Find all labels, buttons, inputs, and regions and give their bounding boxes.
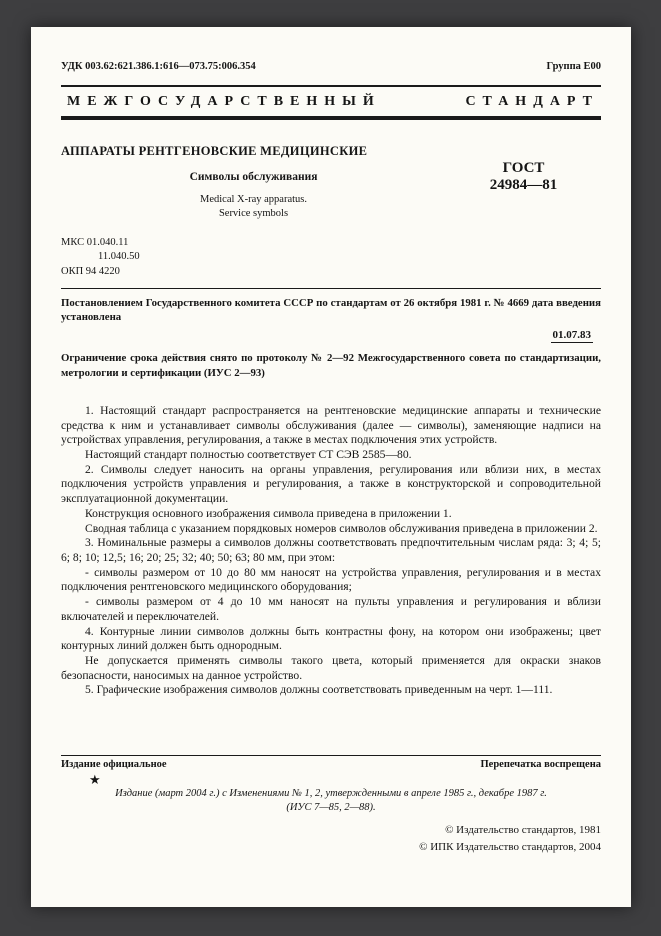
udk-code: УДК 003.62:621.386.1:616—073.75:006.354 (61, 61, 256, 72)
page-footer (61, 755, 601, 855)
classification-codes (61, 236, 601, 279)
body-paragraph: Конструкция основного изображения символа приведена в приложении 1. (85, 506, 452, 520)
body-paragraph: 4. Контурные линии символов должны быть контрастны фону, на котором они изображены; цвет контурных линий должен быть однородным. (61, 624, 601, 653)
official-edition-label: Издание официальное (61, 759, 167, 771)
standard-type-word-1: МЕЖГОСУДАРСТВЕННЫЙ (67, 94, 381, 109)
title-left-column (61, 144, 446, 220)
reprint-notice-label: Перепечатка воспрещена (480, 759, 601, 771)
copyright-block (61, 822, 601, 855)
edition-note-line2: (ИУС 7—85, 2—88). (286, 802, 376, 814)
standard-subtitle-ru: Символы обслуживания (189, 171, 318, 183)
body-paragraph: Сводная таблица с указанием порядковых номеров символов обслуживания приведена в приложении 2. (85, 521, 598, 535)
group-code: Группа Е00 (546, 61, 601, 72)
standard-title-ru: АППАРАТЫ РЕНТГЕНОВСКИЕ МЕДИЦИНСКИЕ (61, 144, 368, 158)
standard-body (61, 404, 601, 698)
standard-title-en-line1: Medical X-ray apparatus. (200, 194, 307, 205)
standard-title-en-line2: Service symbols (218, 207, 289, 219)
gost-designation (446, 144, 601, 220)
mks-code-line1: МКС 01.040.11 (61, 237, 129, 249)
edition-note-line1: Издание (март 2004 г.) с Изменениями № 1, 2, утвержденными в апреле 1985 г., декабре 1987 г. (115, 788, 547, 800)
decree-paragraph: Постановлением Государственного комитета СССР по стандартам от 26 октября 1981 г. № 4669 дата введения установлена (61, 296, 601, 324)
gost-number: 24984—81 (489, 177, 558, 194)
body-paragraph: - символы размером от 10 до 80 мм наносят на устройства управления, регулирования и в местах подключения рентгеновского медицинского оборудования; (61, 565, 601, 594)
okp-code: ОКП 94 4220 (61, 265, 120, 277)
body-paragraph: 3. Номинальные размеры а символов должны соответствовать предпочтительным числам ряда: 3; 4; 5; 6; 8; 10; 12,5; 16; 20; 25; 32; 40; 50; 63; 80 мм, при этом: (61, 536, 601, 564)
classification-row (61, 61, 601, 72)
document-page (31, 27, 631, 907)
body-paragraph: - символы размером от 4 до 10 мм наносят на пульты управления и регулирования и вблизи включателей и переключателей. (61, 595, 601, 623)
footnote-star-icon: ★ (89, 772, 101, 788)
body-paragraph: Настоящий стандарт полностью соответствует СТ СЭВ 2585—80. (85, 447, 412, 461)
body-paragraph: 2. Символы следует наносить на органы управления, регулирования или вблизи них, в местах подключения устройств управления и регулирования, а также в конструкторской и сопроводительной эксплуатационной документации. (61, 462, 601, 506)
title-section (61, 144, 601, 220)
body-paragraph: 5. Графические изображения символов должны соответствовать приведенным на черт. 1—111. (85, 683, 553, 697)
standard-type-banner (61, 85, 601, 120)
footer-labels-row (61, 756, 601, 770)
effective-date-row (61, 329, 593, 343)
standard-title-en (61, 193, 446, 220)
gost-label: ГОСТ (502, 160, 545, 176)
copyright-line-2: © ИПК Издательство стандартов, 2004 (419, 840, 601, 853)
copyright-line-1: © Издательство стандартов, 1981 (445, 824, 601, 836)
mks-code-line2: 11.040.50 (98, 251, 140, 263)
body-paragraph: 1. Настоящий стандарт распространяется на рентгеновские медицинские аппараты и технические средства к ним и устанавливает символы обслуживания (далее — символы), заменяющие надписи на устройствах управления, регулирования, а также в местах подключения этих устройств. (61, 403, 601, 447)
standard-type-word-2: СТАНДАРТ (465, 94, 599, 109)
effective-date: 01.07.83 (552, 329, 591, 342)
horizontal-rule (61, 288, 601, 289)
body-paragraph: Не допускается применять символы такого цвета, который применяется для окраски знаков безопасности, наносимых на данное устройство. (61, 654, 601, 682)
edition-note (61, 787, 601, 815)
limitation-paragraph: Ограничение срока действия снято по протоколу № 2—92 Межгосударственного совета по стандартизации, метрологии и сертификации (ИУС 2—93) (61, 352, 601, 379)
